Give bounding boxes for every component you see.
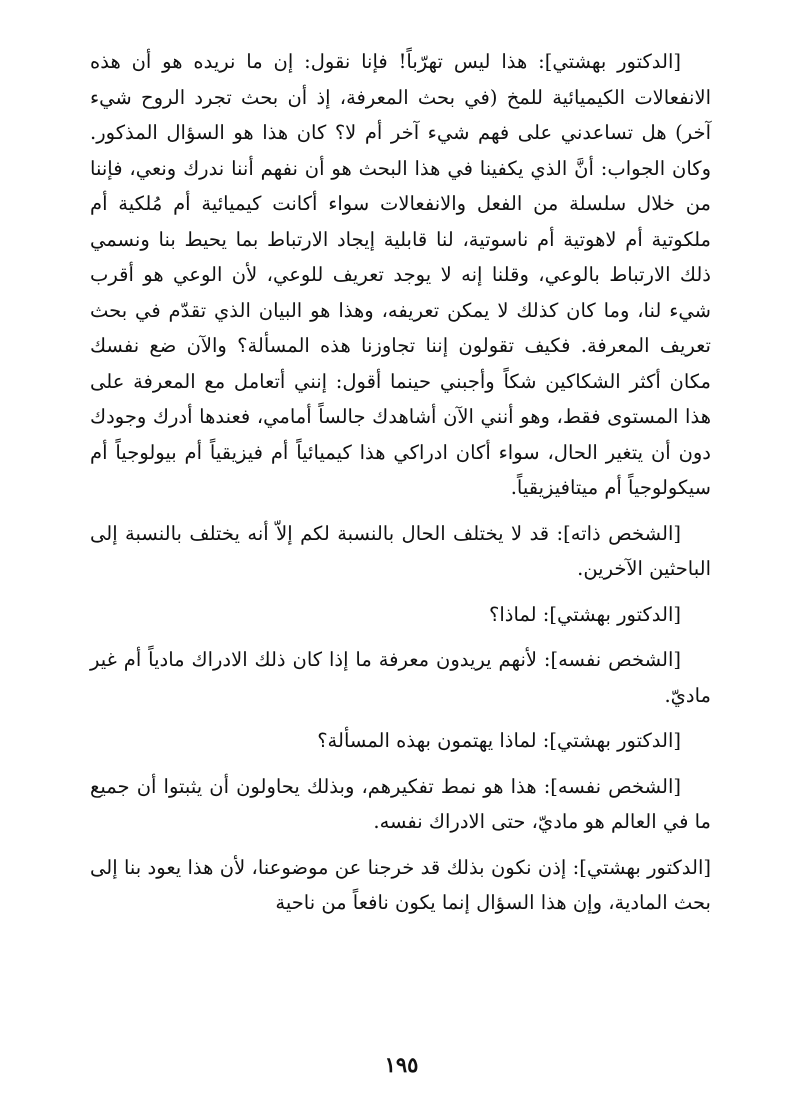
paragraph-beheshti-2: [الدكتور بهشتي]: لماذا؟	[489, 602, 681, 626]
paragraph-person-3: [الشخص نفسه]: هذا هو نمط تفكيرهم، وبذلك يحاولون أن يثبتوا أن جميع ما في العالم هو ماديّ، حتى الادراك نفسه.	[90, 774, 711, 833]
paragraph-person-2: [الشخص نفسه]: لأنهم يريدون معرفة ما إذا كان ذلك الادراك مادياً أم غير ماديّ.	[90, 648, 711, 707]
paragraph-beheshti-3: [الدكتور بهشتي]: لماذا يهتمون بهذه المسألة؟	[317, 729, 681, 752]
paragraph-person-1: [الشخص ذاته]: قد لا يختلف الحال بالنسبة لكم إلاّ أنه يختلف بالنسبة إلى الباحثين الآخرين.	[90, 521, 711, 580]
page-number: ١٩٥	[384, 1052, 419, 1077]
paragraph-beheshti-4: [الدكتور بهشتي]: إذن نكون بذلك قد خرجنا عن موضوعنا، لأن هذا يعود بنا إلى بحث المادية، وإن هذا السؤال إنما يكون نافعاً من ناحية	[90, 855, 711, 914]
paragraph-beheshti-1: [الدكتور بهشتي]: هذا ليس تهرّباً! فإنا نقول: إن ما نريده هو أن هذه الانفعالات الكيميائية للمخ (في بحث المعرفة، إذ أن بحث تجرد الروح شيء آخر) هل تساعدني على فهم شيء آخر أم لا؟ كان هذا هو السؤال المذكور. وكان الجواب: أنَّ الذي يكفينا في هذا البحث هو أن نفهم أننا ندرك ونعي، فإننا من خلال سلسلة من الفعل والانفعالات سواء أكانت كيميائية أم مُلكية أم ملكوتية أم لاهوتية أم ناسوتية، لنا قابلية إيجاد الارتباط بما يحيط بنا ونسمي ذلك الارتباط بالوعي، وقلنا إنه لا يوجد تعريف للوعي، لأن الوعي هو أقرب شيء لنا، وما كان كذلك لا يمكن تعريفه، وهذا هو البيان الذي تقدّم في بحث تعريف المعرفة. فكيف تقولون إننا تجاوزنا هذه المسألة؟ والآن ضع نفسك مكان أكثر الشكاكين شكاً وأجبني حينما أقول: إنني أتعامل مع المعرفة على هذا المستوى فقط، وهو أنني الآن أشاهدك جالساً أمامي، فعندها أدرك وجودك دون أن يتغير الحال، سواء أكان ادراكي هذا كيميائياً أم فيزيقياً أم بيولوجياً أم سيكولوجياً أم ميتافيزيقياً.	[90, 50, 711, 499]
